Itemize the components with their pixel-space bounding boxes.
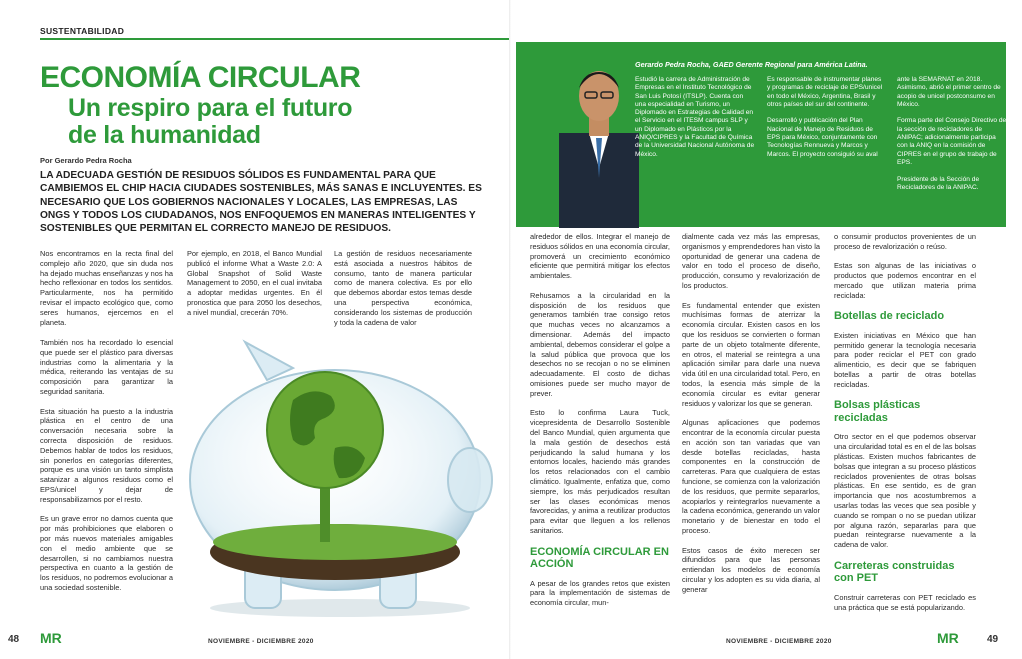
paragraph: Existen iniciativas en México que han permitido generar la tecnología necesaria para poder reciclar el PET con grado alimenticio, es decir que se fabriquen botellas a partir de otras botellas recicladas. [834, 330, 976, 389]
lead-paragraph: LA ADECUADA GESTIÓN DE RESIDUOS SÓLIDOS ES FUNDAMENTAL PARA QUE CAMBIEMOS EL CHIP HACIA CIUDADES SOSTENIBLES, MÁS SANAS E INCLUYENTES. ES NECESARIO QUE LOS GOBIERNOS NACIONALES Y LOCALES, LAS EMPRESAS, LAS ONGS Y TODOS LOS CIUDADANOS, NOS ENFOQUEMOS EN MANERAS INTELIGENTES Y SOSTENIBLES QUE PERMITAN EL CORRECTO MANEJO DE RESIDUOS. [40, 170, 482, 235]
author-bio-column-1 [635, 76, 755, 167]
author-bio-title: Gerardo Pedra Rocha, GAED Gerente Regional para América Latina. [635, 60, 868, 69]
byline: Por Gerardo Pedra Rocha [40, 156, 132, 165]
column-b [187, 249, 322, 327]
paragraph: Esta situación ha puesto a la industria plástica en el centro de una conversación necesaria sobre la correcta disposición de residuos. Debemos hablar de todos los residuos, sin ponerlos en categorías diferentes, porque es una visión un tanto simplista satanizar a algunos residuos como el EPS/unicel y dejar de responsabilizarnos por el resto. [40, 406, 173, 504]
mr-logo: MR [40, 630, 62, 646]
column-e [682, 232, 820, 604]
page-number: 48 [8, 634, 20, 645]
paragraph: Construir carreteras con PET reciclado es una práctica que se está popularizando. [834, 592, 976, 612]
author-portrait [549, 38, 649, 228]
paragraph: Otro sector en el que podemos observar una circularidad total es en el de las bolsas plásticas. Existen muchos fabricantes de bolsas que integran a su proceso plásticos reciclados provenientes de otras bolsas plásticas. En ese sentido, es de gran importancia que nos acostumbremos a usarlas todas las veces que sea posible y cuando se rompan o no se puedan utilizar por alguna razón, separarlas para que puedan reintegrarse nuevamente a la cadena de valor. [834, 432, 976, 550]
subheading-bottles: Botellas de reciclado [834, 310, 945, 323]
paragraph: Es fundamental entender que existen muchísimas formas de aterrizar la economía circular. Existen casos en los que los residuos se convierten o forman parte de un objeto totalmente diferente, en otros, el material se reintegra a una aplicación similar para darle una nueva vida útil en una circularidad total. Pero, en todos, la esencia más simple de la economía circular es evitar generar residuos y valorizar los que se generan. [682, 300, 820, 408]
paragraph: Estos casos de éxito merecen ser difundidos para que las personas entiendan los modelos de economía circular y los adopten es su vida diaria, al generar [682, 545, 820, 594]
column-a [40, 249, 173, 337]
paragraph: La gestión de residuos necesariamente está asociada a nuestros hábitos de consumo, tanto de manera particular como de manera colectiva. Es por ello que debemos abordar estos temas desde una perspectiva económica, considerando los sistemas de producción y toda la cadena de valor [334, 249, 472, 327]
section-tag: SUSTENTABILIDAD [40, 26, 125, 36]
paragraph: Presidente de la Sección de Recicladores de la ANIPAC. [897, 175, 980, 191]
page-number: 49 [987, 634, 999, 645]
paragraph: Rehusarnos a la circularidad en la disposición de los residuos que generamos también trae consigo retos que muchas veces no alcanzamos a dimensionar. Además del impacto ambiental, debemos considerar el golpe a la salud pública que provoca que los desechos no se recojan o no se eliminen adecuadamente. El costo de dichas omisiones puede ser mucho mayor de prever. [530, 290, 670, 398]
paragraph: alrededor de ellos. Integrar el manejo de residuos sólidos en una economía circular, promoverá un crecimiento económico eficiente que permitirá mitigar los efectos ambientales. [530, 232, 670, 281]
column-f [834, 232, 976, 622]
paragraph: Nos encontramos en la recta final del complejo año 2020, que sin duda nos ha dejado muchas enseñanzas y nos ha hecho reflexionar en todos los sentidos. Particularmente, nos ha permitido revisar el impacto ecológico que, como seres humanos, ejercemos en el planeta. [40, 249, 173, 327]
paragraph: A pesar de los grandes retos que existen para la implementación de sistemas de economía circular, mun- [530, 578, 670, 608]
paragraph: Es un grave error no darnos cuenta que por más prohibiciones que elaboren o por más nuevos materiales amigables con el medio ambiente que se desarrollen, si no cambiamos nuestra perspectiva en cuanto a la gestión de los residuos, no podremos evolucionar a una sociedad sostenible. [40, 514, 173, 592]
paragraph: Esto lo confirma Laura Tuck, vicepresidenta de Desarrollo Sostenible del Banco Mundial, quien argumenta que la mala gestión de desechos está perjudicando la salud humana y los entornos locales, haciendo más grandes los retos relacionados con el cambio climático. Igualmente, enfatiza que, como siempre, los más perjudicados resultan ser las clases económicas menos favorecidas, y anima a reutilizar productos para evitar que lleguen a los rellenos sanitarios. [530, 408, 670, 535]
author-bio-column-2 [767, 76, 885, 167]
author-bio-column-3 [897, 76, 1007, 200]
article-title: ECONOMÍA CIRCULAR [40, 61, 361, 94]
paragraph: dialmente cada vez más las empresas, organismos y emprendedores han visto la oportunidad de generar una cadena de valor en todo el proceso de diseño, producción, consumo y revalorización de los productos. [682, 232, 820, 290]
issue-date: NOVIEMBRE - DICIEMBRE 2020 [208, 638, 314, 645]
paragraph: Forma parte del Consejo Directivo de la sección de recicladores de ANIPAC; adicionalmente participa con la ANIQ en la comisión de CIPRES en el grupo de trabajo de EPS. [897, 117, 1007, 166]
section-divider [40, 38, 510, 40]
paragraph: Por ejemplo, en 2018, el Banco Mundial publicó el informe What a Waste 2.0: A Global Snapshot of Solid Waste Management to 2050, en el cual invitaba a adoptar medidas urgentes. En él pronostica que para 2050 los desechos, a nivel mundial, crecerán 70%. [187, 249, 322, 317]
paragraph: o consumir productos provenientes de un proceso de revalorización o reúso. [834, 232, 976, 251]
article-subtitle: Un respiro para el futuro de la humanidad [68, 94, 353, 149]
paragraph: Estas son algunas de las iniciativas o productos que podemos encontrar en el mercado que utilizan materia prima reciclada: [834, 261, 976, 300]
column-c [334, 249, 472, 337]
paragraph: ante la SEMARNAT en 2018. Asimismo, abrió el primer centro de acopio de unicel postconsumo en México. [897, 76, 1001, 108]
subheading-bags: Bolsas plásticas recicladas [834, 399, 921, 424]
glass-piggy-bank-image [175, 330, 505, 620]
paragraph: Desarrolló y publicación del Plan Nacional de Manejo de Residuos de EPS para México, conjuntamente con Tecnologías Rennueva y Marcos y Marcos. El proyecto consiguió su aval [767, 117, 878, 158]
paragraph: Algunas aplicaciones que podemos encontrar de la economía circular puesta en acción son tan variadas que van desde botellas recicladas, hasta componentes en la construcción de carreteras. Para que cualquiera de estas funcione, se comienza con la valorización de los residuos, que permite separarlos, acopiarlos y reintegrarlos nuevamente a la cadena económica, generando un valor monetario y de bienestar en todo el proceso. [682, 418, 820, 535]
paragraph: Es responsable de instrumentar planes y programas de reciclaje de EPS/unicel en todo el México, Argentina, Brasil y otros países del sur del continente. [767, 76, 883, 108]
subheading-roads: Carreteras construidas con PET [834, 559, 955, 585]
mr-logo: MR [937, 630, 959, 646]
paragraph: Estudió la carrera de Administración de Empresas en el Instituto Tecnológico de San Luis Potosí (ITSLP). Cuenta con una especialidad en Turismo, un Diplomado en Estrategias de Calidad en el Servicio en el ITESM campus SLP y un Diplomado en Plásticos por la ANIQ/CIPRES y la Facultad de Química de la Universidad Nacional Autónoma de México. [635, 76, 755, 158]
section-heading: ECONOMÍA CIRCULAR EN ACCIÓN [530, 545, 669, 570]
paragraph: También nos ha recordado lo esencial que puede ser el plástico para diversas industrias como la alimentaria y la médica, reiterando las ventajas de su composición para garantizar la seguridad sanitaria. [40, 338, 173, 396]
issue-date: NOVIEMBRE - DICIEMBRE 2020 [726, 638, 832, 645]
column-d [530, 232, 670, 618]
column-a-continued [40, 338, 173, 603]
